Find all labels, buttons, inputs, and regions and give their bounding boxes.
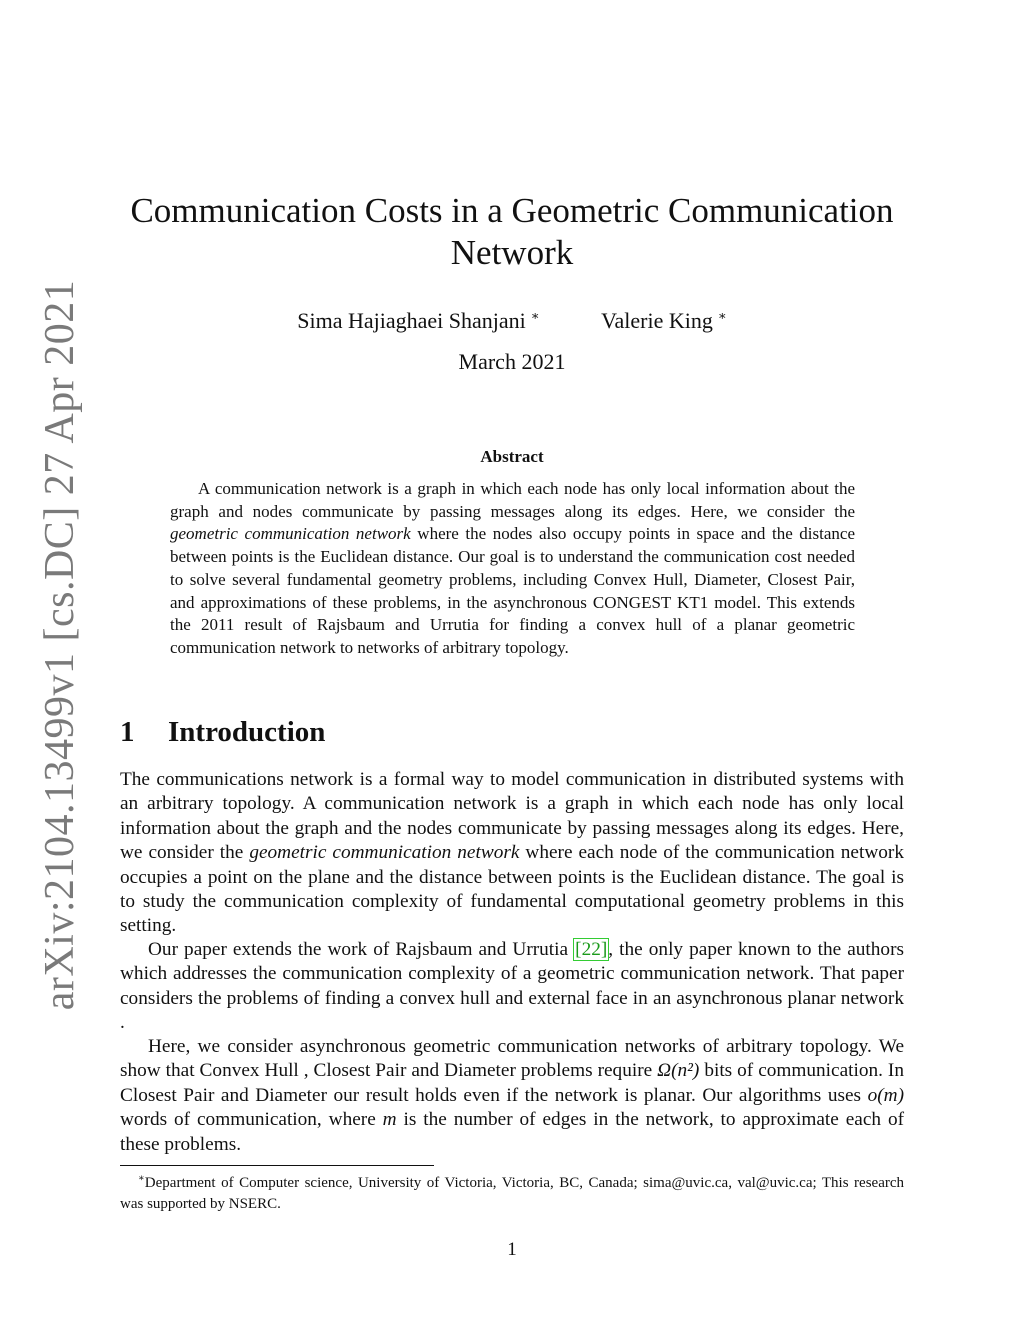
author-1-footnote-mark[interactable]: ∗: [530, 308, 540, 323]
footnote-divider: [120, 1165, 434, 1166]
intro-p1-part-1: The communications network is a formal way to model communication in distributed systems with an arbitrary topology. A communication network is a graph in which each node has only local information about the graph and the nodes communicate by passing messages along its edges. Here, we consider the: [120, 769, 904, 864]
paper-date: March 2021: [458, 349, 566, 374]
section-title: Introduction: [168, 716, 326, 748]
intro-paragraph-2: [120, 938, 904, 1036]
intro-p3-part-4: is the number of edges in the network, to approximate each of these problems.: [120, 1109, 904, 1155]
intro-paragraph-3: [120, 1035, 904, 1157]
intro-p1-term: geometric communication network: [249, 842, 520, 864]
paper-title: Communication Costs in a Geometric Communication Network: [130, 191, 894, 272]
math-little-o-m: o(m): [867, 1084, 904, 1106]
intro-p2-part-2: , the only paper known to the authors which addresses the communication complexity of a geometric communication network. That paper considers the problems of finding a convex hull and external face in an asynchronous planar network .: [120, 939, 904, 1034]
intro-p2-part-1: Our paper extends the work of Rajsbaum and Urrutia: [148, 939, 575, 960]
abstract-heading: Abstract: [480, 447, 544, 466]
abstract-text: [170, 478, 855, 660]
footnote: [120, 1168, 904, 1215]
intro-p3-part-1: Here, we consider asynchronous geometric communication networks of arbitrary topology. We show that Convex Hull , Closest Pair and Diameter problems require: [120, 1036, 904, 1082]
abstract-text-part-1: A communication network is a graph in which each node has only local information about the graph and nodes communicate by passing messages along its edges. Here, we consider the: [170, 479, 855, 521]
author-1-name: Sima Hajiaghaei Shanjani: [297, 308, 526, 333]
author-2: [601, 302, 727, 335]
intro-paragraph-1: [120, 768, 904, 939]
author-1: [297, 302, 539, 335]
author-list: [120, 302, 904, 335]
intro-p1-part-2: where each node of the communication network occupies a point on the plane and the distance between points is the Euclidean distance. The goal is to study the communication complexity of fundamental computational geometry problems in this setting.: [120, 842, 904, 937]
page-number: 1: [507, 1239, 517, 1260]
intro-p3-part-2: bits of communication. In Closest Pair and Diameter our result holds even if the network is planar. Our algorithms uses: [120, 1060, 904, 1106]
abstract-text-part-2: where the nodes also occupy points in space and the distance between points is the Euclidean distance. Our goal is to understand the communication cost needed to solve several fundamental geometry problems, including Convex Hull, Diameter, Closest Pair, and approximations of these problems, in the asynchronous CONGEST KT1 model. This extends the 2011 result of Rajsbaum and Urrutia for finding a convex hull of a planar geometric communication network to networks of arbitrary topology.: [170, 524, 856, 657]
abstract-term: geometric communication network: [170, 524, 411, 544]
arxiv-identifier: arXiv:2104.13499v1 [cs.DC] 27 Apr 2021: [37, 279, 83, 1011]
section-number: 1: [120, 716, 135, 748]
footnote-text: Department of Computer science, University of Victoria, Victoria, BC, Canada; sima@uvic.ca, val@uvic.ca; This research was supported by NSERC.: [120, 1175, 904, 1212]
footnote-mark: ∗: [138, 1173, 145, 1184]
section-heading-introduction: [120, 714, 325, 750]
math-m: m: [382, 1109, 397, 1131]
intro-p3-part-3: words of communication, where: [120, 1109, 383, 1131]
citation-link[interactable]: [22]: [575, 939, 608, 960]
author-2-name: Valerie King: [601, 308, 713, 333]
math-omega-n-squared: Ω(n²): [657, 1060, 700, 1082]
author-2-footnote-mark[interactable]: ∗: [717, 308, 727, 323]
